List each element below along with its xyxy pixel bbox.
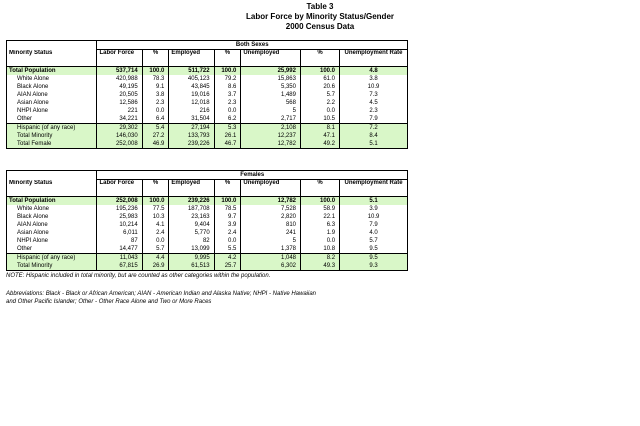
table-cell: 239,226	[169, 197, 214, 206]
table-cell: 10.9	[340, 83, 408, 91]
row-label: Total Female	[7, 140, 97, 149]
row-label: Black Alone	[17, 83, 49, 90]
table-row	[7, 91, 408, 99]
table-cell: 5.7	[142, 245, 169, 254]
table-cell: 15,863	[241, 75, 301, 83]
row-label: White Alone	[17, 205, 50, 212]
table-cell: 22.1	[301, 213, 340, 221]
table-cell: 3.9	[340, 205, 408, 213]
table-cell: 252,008	[97, 140, 142, 149]
row-label: Total Minority	[7, 262, 97, 271]
note-text: NOTE: Hispanic included in total minority, but are counted as other categories within the population.	[6, 273, 271, 279]
table-cell: 9.3	[340, 262, 408, 271]
table-cell: 2,717	[241, 115, 301, 124]
table-cell: 100.0	[214, 67, 241, 76]
table-cell: 19,016	[169, 91, 214, 99]
table-row	[7, 221, 408, 229]
table-cell: 7.3	[340, 91, 408, 99]
table-cell: 23,163	[169, 213, 214, 221]
table-cell: 1,048	[241, 254, 301, 263]
table-cell: 1,489	[241, 91, 301, 99]
table-cell: 5	[241, 107, 301, 115]
table-cell: 0.0	[214, 107, 241, 115]
table-cell: 10.5	[300, 115, 339, 124]
table-title-block	[0, 2, 640, 32]
column-header: %	[300, 50, 339, 67]
table-row	[7, 140, 408, 149]
table-cell: 12,586	[97, 99, 142, 107]
table-cell: 2.4	[142, 229, 169, 237]
row-label: Asian Alone	[17, 99, 49, 106]
table-cell: 5,350	[241, 83, 301, 91]
table-cell: 133,793	[169, 132, 214, 140]
table-cell: 511,722	[169, 67, 214, 76]
column-header: %	[214, 180, 241, 197]
table-cell: 14,477	[97, 245, 142, 254]
table-cell: 221	[97, 107, 142, 115]
table-cell: 12,782	[241, 197, 301, 206]
column-header: Labor Force	[97, 50, 142, 67]
table-cell: 187,708	[169, 205, 214, 213]
table-cell: 2.4	[214, 229, 241, 237]
table-cell: 1.9	[301, 229, 340, 237]
table-cell: 0.0	[142, 107, 169, 115]
table-subtitle: 2000 Census Data	[285, 22, 355, 31]
table-cell: 5.1	[340, 197, 408, 206]
table-cell: 0.0	[301, 237, 340, 245]
table-cell: 216	[169, 107, 214, 115]
column-header: %	[301, 180, 340, 197]
table-cell: 78.3	[142, 75, 169, 83]
row-label: Hispanic (of any race)	[7, 124, 97, 133]
table-cell: 49.3	[301, 262, 340, 271]
table-cell: 4.4	[142, 254, 169, 263]
table-cell: 10.3	[142, 213, 169, 221]
table-cell: 8.2	[301, 254, 340, 263]
table-cell: 20.6	[300, 83, 339, 91]
table-row	[7, 254, 408, 263]
row-label: NHPI Alone	[17, 107, 49, 114]
table-cell: 7.9	[340, 115, 408, 124]
table-cell: 25,983	[97, 213, 142, 221]
column-header: Unemployed	[241, 50, 301, 67]
table-cell: 10.9	[340, 213, 408, 221]
table-cell: 13,099	[169, 245, 214, 254]
column-header: Minority Status	[7, 50, 97, 67]
table-cell: 100.0	[142, 197, 169, 206]
table-cell: 87	[97, 237, 142, 245]
table-row	[7, 75, 408, 83]
table-cell: 405,123	[169, 75, 214, 83]
column-header: Unemployed	[241, 180, 301, 197]
table-cell: 9,404	[169, 221, 214, 229]
table-cell: 12,237	[241, 132, 301, 140]
table-row	[7, 205, 408, 213]
table-cell: 10.8	[301, 245, 340, 254]
table-cell: 420,988	[97, 75, 142, 83]
table-row	[7, 229, 408, 237]
table-title: Labor Force by Minority Status/Gender	[245, 12, 395, 21]
table-cell: 9.5	[340, 245, 408, 254]
abbreviations-line-1: Abbreviations: Black - Black or African American; AIAN - American Indian and Alaska Native; NHPI - Native Hawaiian	[6, 291, 317, 297]
table-cell: 27,194	[169, 124, 214, 133]
table-cell: 3.7	[214, 91, 241, 99]
table-cell: 9.1	[142, 83, 169, 91]
row-label: AIAN Alone	[17, 221, 48, 228]
column-header: Unemployment Rate	[340, 50, 408, 67]
table-cell: 82	[169, 237, 214, 245]
table-cell: 6.4	[142, 115, 169, 124]
table-cell: 12,018	[169, 99, 214, 107]
table-cell: 46.7	[214, 140, 241, 149]
table-cell: 0.0	[142, 237, 169, 245]
table-cell: 5.7	[340, 237, 408, 245]
table-cell: 4.2	[214, 254, 241, 263]
table-cell: 241	[241, 229, 301, 237]
row-label: Hispanic (of any race)	[7, 254, 97, 263]
table-row	[7, 245, 408, 254]
group-header: Both Sexes	[97, 41, 408, 50]
table-cell: 78.5	[214, 205, 241, 213]
group-header-spacer	[7, 41, 97, 50]
table-cell: 6.3	[301, 221, 340, 229]
table-row	[7, 99, 408, 107]
table-cell: 5.1	[340, 140, 408, 149]
table-cell: 8.4	[340, 132, 408, 140]
table-cell: 79.2	[214, 75, 241, 83]
table-row	[7, 67, 408, 76]
females-table	[6, 170, 408, 271]
both-sexes-table	[6, 40, 408, 149]
table-cell: 5,770	[169, 229, 214, 237]
table-cell: 2,108	[241, 124, 301, 133]
table-cell: 100.0	[301, 197, 340, 206]
table-cell: 4.8	[340, 67, 408, 76]
table-cell: 8.6	[214, 83, 241, 91]
table-cell: 2.2	[300, 99, 339, 107]
table-cell: 0.0	[214, 237, 241, 245]
table-cell: 1,378	[241, 245, 301, 254]
table-cell: 5.3	[214, 124, 241, 133]
table-row	[7, 197, 408, 206]
table-cell: 25.7	[214, 262, 241, 271]
table-cell: 49.2	[300, 140, 339, 149]
column-header: %	[142, 180, 169, 197]
table-row	[7, 132, 408, 140]
table-number: Table 3	[306, 2, 334, 11]
table-cell: 5.4	[142, 124, 169, 133]
table-cell: 8.1	[300, 124, 339, 133]
table-row	[7, 237, 408, 245]
table-cell: 2.3	[214, 99, 241, 107]
table-cell: 3.8	[142, 91, 169, 99]
column-header: Unemployment Rate	[340, 180, 408, 197]
table-cell: 537,714	[97, 67, 142, 76]
table-cell: 252,008	[97, 197, 142, 206]
table-cell: 26.9	[142, 262, 169, 271]
column-header: %	[142, 50, 169, 67]
table-row	[7, 115, 408, 124]
row-label: AIAN Alone	[17, 91, 48, 98]
table-cell: 5	[241, 237, 301, 245]
table-cell: 46.9	[142, 140, 169, 149]
group-header-spacer	[7, 171, 97, 180]
table-cell: 47.1	[300, 132, 339, 140]
table-cell: 568	[241, 99, 301, 107]
column-header: %	[214, 50, 241, 67]
table-cell: 61,513	[169, 262, 214, 271]
table-cell: 3.9	[214, 221, 241, 229]
table-cell: 29,302	[97, 124, 142, 133]
table-cell: 7.9	[340, 221, 408, 229]
table-row	[7, 124, 408, 133]
table-cell: 3.8	[340, 75, 408, 83]
table-row	[7, 262, 408, 271]
group-header: Females	[97, 171, 408, 180]
row-label: Black Alone	[17, 213, 49, 220]
table-cell: 58.9	[301, 205, 340, 213]
table-cell: 77.5	[142, 205, 169, 213]
table-cell: 7.2	[340, 124, 408, 133]
table-cell: 2,820	[241, 213, 301, 221]
table-cell: 4.1	[142, 221, 169, 229]
table-cell: 6,011	[97, 229, 142, 237]
table-cell: 31,504	[169, 115, 214, 124]
row-label: NHPI Alone	[17, 237, 49, 244]
table-cell: 5.7	[300, 91, 339, 99]
table-cell: 810	[241, 221, 301, 229]
row-label: Total Minority	[7, 132, 97, 140]
table-cell: 49,195	[97, 83, 142, 91]
column-header: Employed	[169, 180, 214, 197]
table-cell: 6.2	[214, 115, 241, 124]
table-row	[7, 83, 408, 91]
table-cell: 0.0	[300, 107, 339, 115]
table-cell: 34,221	[97, 115, 142, 124]
column-header: Labor Force	[97, 180, 142, 197]
column-header: Minority Status	[7, 180, 97, 197]
table-cell: 5.5	[214, 245, 241, 254]
table-cell: 9,995	[169, 254, 214, 263]
table-cell: 100.0	[300, 67, 339, 76]
table-cell: 4.5	[340, 99, 408, 107]
row-label: Total Population	[7, 197, 97, 206]
table-cell: 2.3	[142, 99, 169, 107]
abbreviations-line-2: and Other Pacific Islander; Other - Other Race Alone and Two or More Races	[6, 299, 212, 305]
table-cell: 146,030	[97, 132, 142, 140]
row-label: Other	[17, 245, 33, 252]
table-cell: 195,236	[97, 205, 142, 213]
table-cell: 12,782	[241, 140, 301, 149]
table-cell: 11,043	[97, 254, 142, 263]
row-label: Total Population	[7, 67, 97, 76]
table-cell: 10,214	[97, 221, 142, 229]
table-cell: 27.2	[142, 132, 169, 140]
table-cell: 9.5	[340, 254, 408, 263]
table-row	[7, 107, 408, 115]
table-cell: 20,505	[97, 91, 142, 99]
table-cell: 9.7	[214, 213, 241, 221]
row-label: White Alone	[17, 75, 50, 82]
table-cell: 4.0	[340, 229, 408, 237]
table-cell: 61.0	[300, 75, 339, 83]
column-header: Employed	[169, 50, 214, 67]
table-cell: 2.3	[340, 107, 408, 115]
table-cell: 26.1	[214, 132, 241, 140]
row-label: Other	[17, 115, 33, 122]
table-cell: 100.0	[142, 67, 169, 76]
table-cell: 7,528	[241, 205, 301, 213]
table-cell: 100.0	[214, 197, 241, 206]
table-cell: 25,992	[241, 67, 301, 76]
table-cell: 67,815	[97, 262, 142, 271]
table-cell: 239,226	[169, 140, 214, 149]
table-row	[7, 213, 408, 221]
table-cell: 43,845	[169, 83, 214, 91]
row-label: Asian Alone	[17, 229, 49, 236]
table-cell: 6,302	[241, 262, 301, 271]
